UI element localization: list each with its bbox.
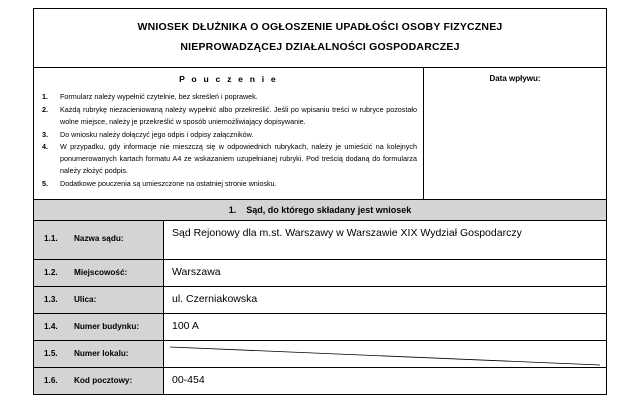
instruction-text: Formularz należy wypełnić czytelnie, bez skreśleń i poprawek. bbox=[60, 91, 258, 101]
field-value-building-number[interactable]: 100 A bbox=[172, 319, 199, 332]
field-label-city bbox=[34, 260, 164, 286]
field-number: 1.2. bbox=[44, 267, 58, 277]
field-label-court-name bbox=[34, 221, 164, 259]
instruction-text: Dodatkowe pouczenia są umieszczone na ostatniej stronie wniosku. bbox=[60, 179, 277, 188]
field-number: 1.3. bbox=[44, 294, 58, 304]
field-label-street bbox=[34, 287, 164, 313]
bankruptcy-form bbox=[33, 8, 607, 395]
instructions-and-date-row bbox=[34, 68, 606, 200]
date-received-label: Data wpływu: bbox=[489, 73, 541, 83]
date-received-cell[interactable] bbox=[424, 68, 606, 199]
field-value-street[interactable]: ul. Czerniakowska bbox=[172, 292, 258, 305]
field-number: 1.6. bbox=[44, 375, 58, 385]
field-number: 1.1. bbox=[44, 233, 58, 243]
instructions-list bbox=[34, 91, 423, 199]
table-row bbox=[34, 368, 606, 395]
section-number: 1. bbox=[228, 204, 237, 215]
form-title-line-1: WNIOSEK DŁUŻNIKA O OGŁOSZENIE UPADŁOŚCI OSOBY FIZYCZNEJ bbox=[137, 21, 503, 33]
instruction-number: 1. bbox=[42, 91, 48, 101]
instruction-number: 5. bbox=[42, 179, 48, 188]
field-label-apartment-number bbox=[34, 341, 164, 367]
field-value-apartment-number[interactable] bbox=[164, 341, 606, 367]
field-label-text: Nazwa sądu: bbox=[74, 233, 124, 243]
section-header-court bbox=[34, 200, 606, 221]
instruction-number: 3. bbox=[42, 129, 48, 139]
field-value-postal-code[interactable]: 00-454 bbox=[172, 373, 205, 386]
field-label-text: Kod pocztowy: bbox=[74, 375, 133, 385]
field-value-court-name[interactable]: Sąd Rejonowy dla m.st. Warszawy w Warszawie XIX Wydział Gospodarczy bbox=[172, 226, 522, 239]
instruction-text: Do wniosku należy dołączyć jego odpis i odpisy załączników. bbox=[60, 129, 254, 139]
list-item bbox=[38, 178, 417, 190]
table-row bbox=[34, 314, 606, 341]
instruction-number: 4. bbox=[42, 142, 48, 152]
field-label-text: Ulica: bbox=[74, 294, 97, 304]
strikethrough-icon bbox=[164, 341, 606, 367]
list-item bbox=[38, 129, 417, 141]
form-title-line-2: NIEPROWADZĄCEJ DZIAŁALNOŚCI GOSPODARCZEJ bbox=[180, 40, 460, 53]
table-row bbox=[34, 287, 606, 314]
list-item bbox=[38, 104, 417, 128]
field-label-postal-code bbox=[34, 368, 164, 394]
table-row bbox=[34, 341, 606, 368]
field-label-building-number bbox=[34, 314, 164, 340]
field-value-city[interactable]: Warszawa bbox=[172, 265, 221, 278]
field-label-text: Numer budynku: bbox=[74, 321, 140, 331]
instruction-text: W przypadku, gdy informacje nie mieszczą się w odpowiednich rubrykach, należy je umieścić na kolejnych ponumerowanych kartach formatu A4 ze wskazaniem uzupełnianej rubryki. Pod treścią dodaną do formularza należy złożyć podpis. bbox=[60, 142, 417, 176]
instructions-heading: P o u c z e n i e bbox=[179, 73, 278, 84]
field-number: 1.5. bbox=[44, 348, 58, 358]
field-label-text: Miejscowość: bbox=[74, 267, 128, 277]
instructions-block bbox=[34, 68, 424, 199]
list-item bbox=[38, 141, 417, 177]
field-label-text: Numer lokalu: bbox=[74, 348, 129, 358]
field-number: 1.4. bbox=[44, 321, 58, 331]
form-title-block bbox=[34, 9, 606, 68]
section-title: Sąd, do którego składany jest wniosek bbox=[246, 204, 412, 215]
instruction-number: 2. bbox=[42, 104, 48, 114]
instruction-text: Każdą rubrykę niezacieniowaną należy wypełnić albo przekreślić. Jeśli po wpisaniu treści w rubryce pozostało wolne miejsce, należy je przekreślić w sposób uniemożliwiający dopisywanie. bbox=[60, 104, 417, 126]
table-row bbox=[34, 221, 606, 260]
list-item bbox=[38, 91, 417, 103]
table-row bbox=[34, 260, 606, 287]
